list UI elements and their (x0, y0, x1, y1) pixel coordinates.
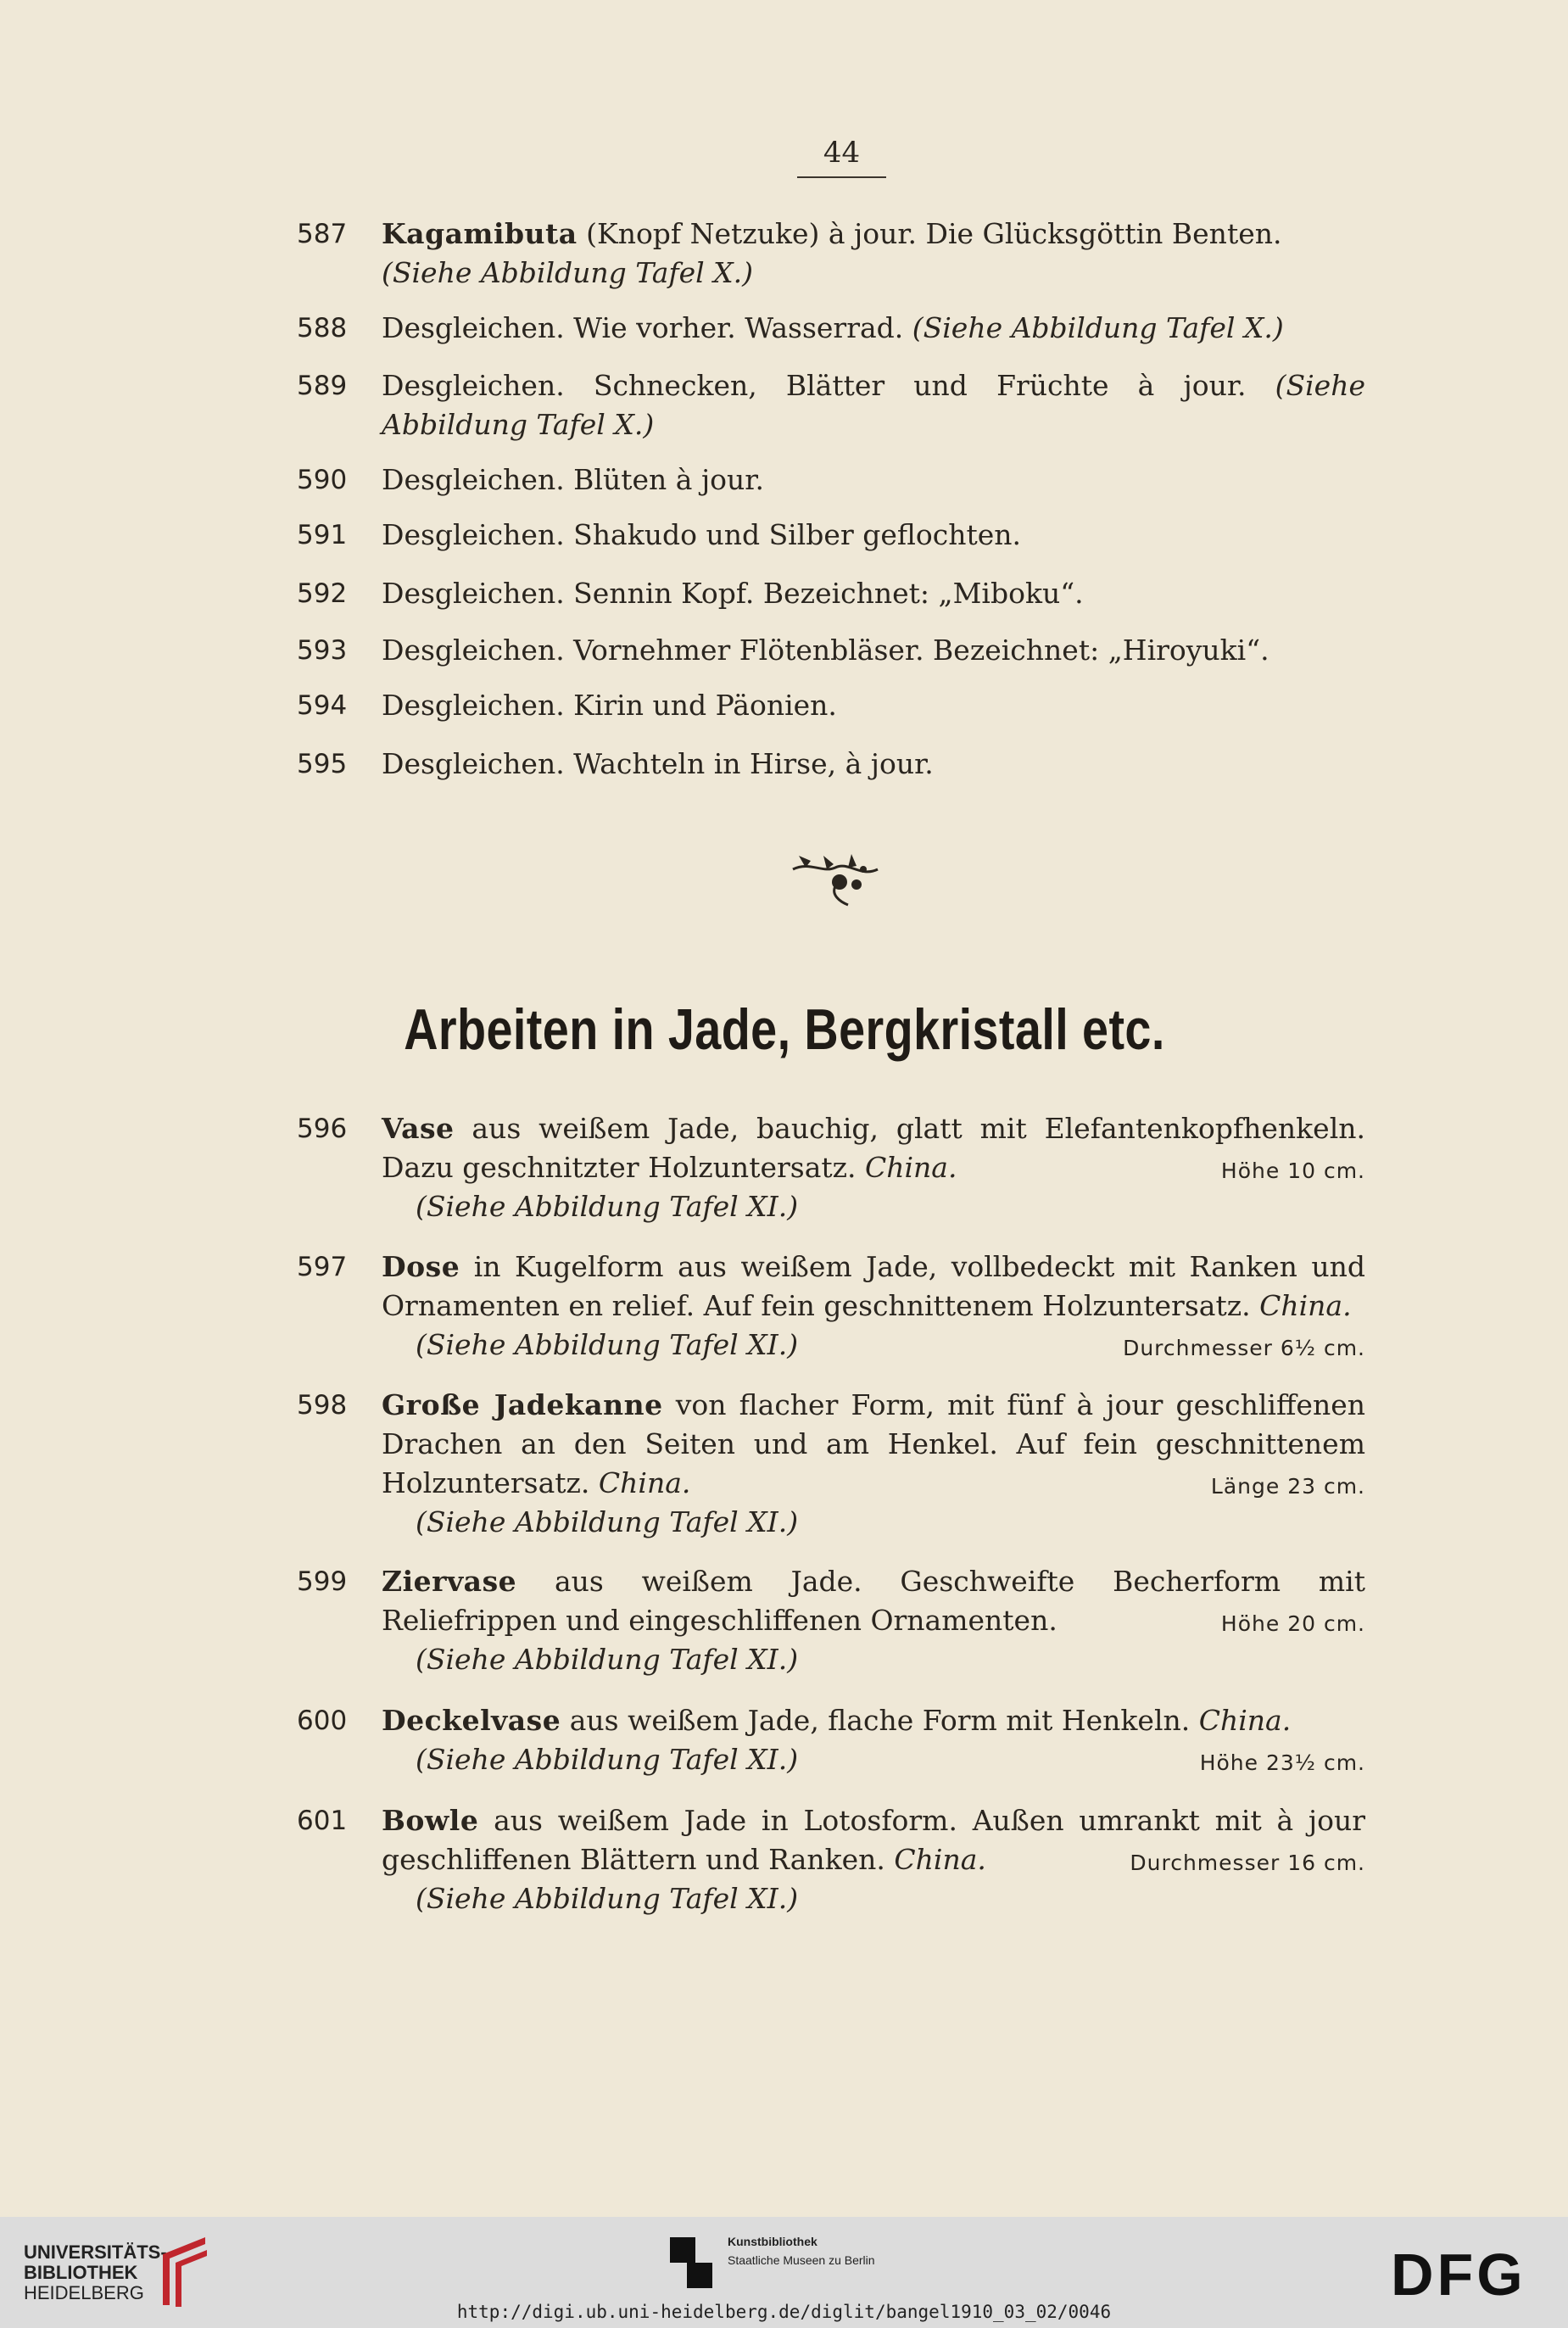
entry-587: 587 Kagamibuta (Knopf Netzuke) à jour. Die Glücksgöttin Benten. (Siehe Abbildung Tafel X.) (297, 217, 1282, 289)
entry-593: 593 Desgleichen. Vornehmer Flötenbläser. Bezeichnet: „Hiroyuki“. (297, 634, 1269, 667)
section-title: Arbeiten in Jade, Bergkristall etc. (404, 997, 1165, 1062)
entry-595: 595 Desgleichen. Wachteln in Hirse, à jour. (297, 747, 934, 780)
page-url-link[interactable]: http://digi.ub.uni-heidelberg.de/diglit/bangel1910_03_02/0046 (456, 2302, 1112, 2322)
entry-590: 590 Desgleichen. Blüten à jour. (297, 463, 764, 496)
digitization-footer (0, 2217, 1568, 2328)
entry-591: 591 Desgleichen. Shakudo und Silber geflochten. (297, 518, 1022, 551)
university-library-icon (154, 2229, 214, 2314)
floral-ornament-icon (789, 844, 882, 907)
entry-600: 600 Deckelvase aus weißem Jade, flache Form mit Henkeln. China. (Siehe Abbildung Tafel XI.) Höhe 23½ cm. (297, 1704, 1365, 1776)
university-library-logo-text[interactable]: UNIVERSITÄTS- BIBLIOTHEK HEIDELBERG (24, 2241, 167, 2303)
entry-596: 596 Vase aus weißem Jade, bauchig, glatt mit Elefantenkopfhenkeln. Dazu geschnitzter Holzuntersatz. China. Höhe 10 cm. (Siehe Abbildung Tafel XI.) (297, 1112, 1365, 1223)
entry-592: 592 Desgleichen. Sennin Kopf. Bezeichnet: „Miboku“. (297, 577, 1084, 610)
entry-601: 601 Bowle aus weißem Jade in Lotosform. Außen umrankt mit à jour geschliffenen Blättern und Ranken. China. Durchmesser 16 cm. (Siehe Abbildung Tafel XI.) (297, 1804, 1365, 1915)
entry-599: 599 Ziervase aus weißem Jade. Geschweifte Becherform mit Reliefrippen und eingeschliffenen Ornamenten. Höhe 20 cm. (Siehe Abbildung Tafel XI.) (297, 1565, 1365, 1676)
entry-589: 589 Desgleichen. Schnecken, Blätter und Früchte à jour. (Siehe Abbildung Tafel X.) (297, 369, 1365, 441)
kunstbibliothek-text[interactable]: Kunstbibliothek Staatliche Museen zu Berlin (728, 2235, 875, 2267)
entry-594: 594 Desgleichen. Kirin und Päonien. (297, 689, 837, 722)
entry-588: 588 Desgleichen. Wie vorher. Wasserrad. (Siehe Abbildung Tafel X.) (297, 311, 1284, 344)
kunstbibliothek-icon (670, 2237, 712, 2288)
page-number: 44 (797, 136, 886, 178)
entry-598: 598 Große Jadekanne von flacher Form, mit fünf à jour geschliffenen Drachen an den Seiten und am Henkel. Auf fein geschnittenem Holzuntersatz. China. Länge 23 cm. (Siehe Abbildung Tafel XI.) (297, 1388, 1365, 1538)
dfg-logo[interactable]: DFG (1391, 2241, 1526, 2308)
entry-597: 597 Dose in Kugelform aus weißem Jade, vollbedeckt mit Ranken und Ornamenten en relief. Auf fein geschnittenem Holzuntersatz. China. (Siehe Abbildung Tafel XI.) Durchmesser 6½ cm. (297, 1250, 1365, 1361)
